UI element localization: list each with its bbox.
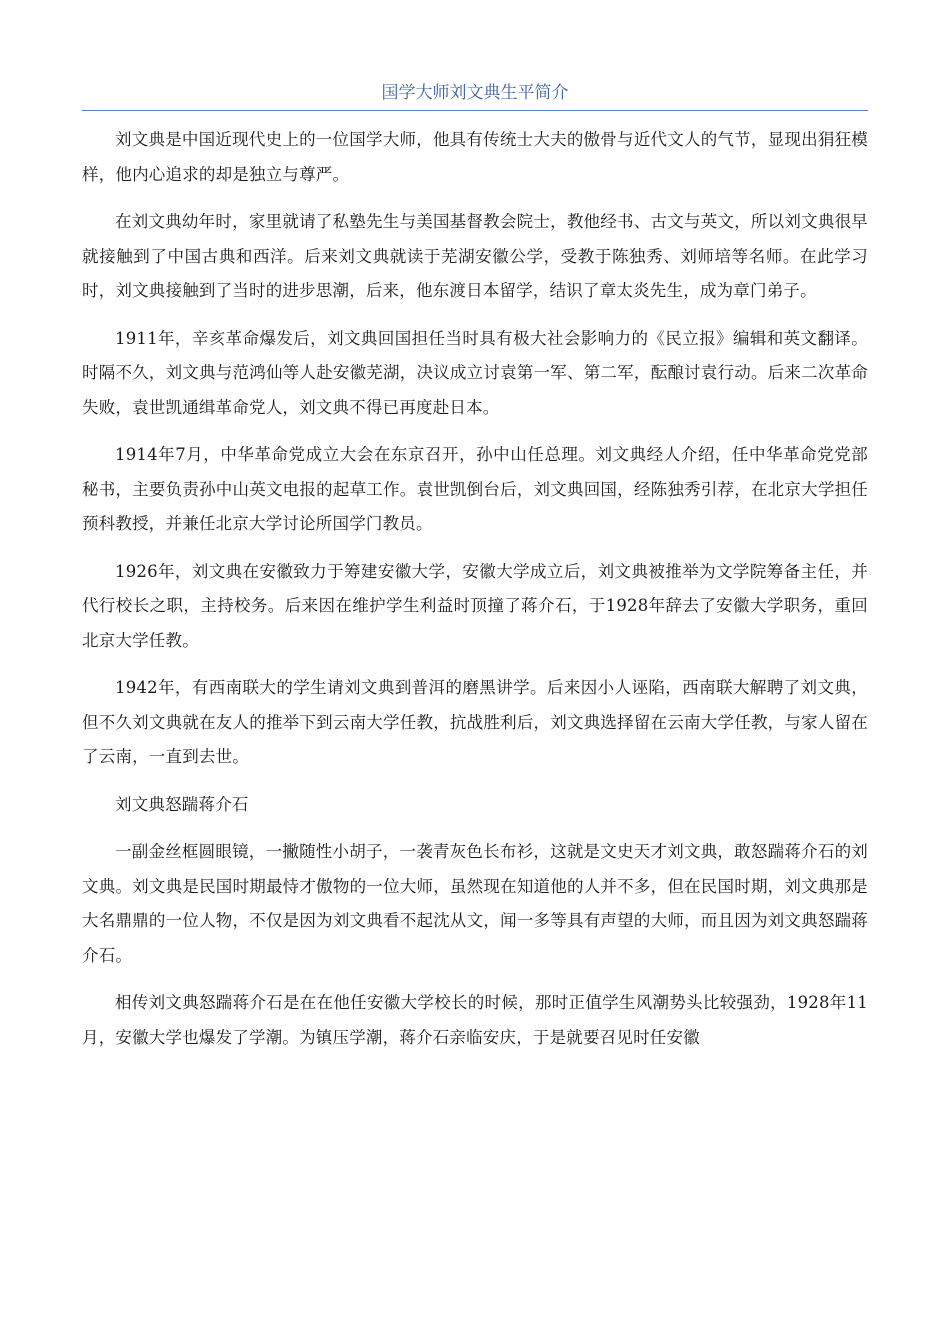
document-page [82, 78, 868, 1068]
paragraph-1942: 1942年，有西南联大的学生请刘文典到普洱的磨黑讲学。后来因小人诬陷，西南联大解聘了刘文典，但不久刘文典就在友人的推举下到云南大学任教，抗战胜利后，刘文典选择留在云南大学任教，与家人留在了云南，一直到去世。 [82, 678, 868, 766]
paragraph-1926: 1926年，刘文典在安徽致力于筹建安徽大学，安徽大学成立后，刘文典被推举为文学院筹备主任，并代行校长之职，主持校务。后来因在维护学生利益时顶撞了蒋介石，于1928年辞去了安徽大学职务，重回北京大学任教。 [82, 561, 868, 650]
paragraph-1914: 1914年7月，中华革命党成立大会在东京召开，孙中山任总理。刘文典经人介绍，任中华革命党党部秘书，主要负责孙中山英文电报的起草工作。袁世凯倒台后，刘文典回国，经陈独秀引荐，在北京大学担任预科教授，并兼任北京大学讨论所国学门教员。 [82, 445, 868, 533]
paragraph-description: 一副金丝框圆眼镜，一撇随性小胡子，一袭青灰色长布衫，这就是文史天才刘文典，敢怒踹蒋介石的刘文典。刘文典是民国时期最恃才傲物的一位大师，虽然现在知道他的人并不多，但在民国时期，刘文典那是大名鼎鼎的一位人物，不仅是因为刘文典看不起沈从文，闻一多等具有声望的大师，而且因为刘文典怒踹蒋介石。 [82, 842, 868, 965]
paragraph-intro: 刘文典是中国近现代史上的一位国学大师，他具有传统士大夫的傲骨与近代文人的气节，显现出狷狂模样，他内心追求的却是独立与尊严。 [82, 130, 868, 184]
paragraph-childhood: 在刘文典幼年时，家里就请了私塾先生与美国基督教会院士，教他经书、古文与英文，所以刘文典很早就接触到了中国古典和西洋。后来刘文典就读于芜湖安徽公学，受教于陈独秀、刘师培等名师。在此学习时，刘文典接触到了当时的进步思潮，后来，他东渡日本留学，结识了章太炎先生，成为章门弟子。 [82, 212, 868, 300]
page-title: 国学大师刘文典生平简介 [82, 78, 868, 111]
section-heading: 刘文典怒踹蒋介石 [115, 794, 249, 814]
paragraph-1911: 1911年，辛亥革命爆发后，刘文典回国担任当时具有极大社会影响力的《民立报》编辑和英文翻译。时隔不久，刘文典与范鸿仙等人赴安徽芜湖，决议成立讨袁第一军、第二军，酝酿讨袁行动。后来二次革命失败，袁世凯通缉革命党人，刘文典不得已再度赴日本。 [82, 328, 868, 417]
paragraph-anecdote: 相传刘文典怒踹蒋介石是在在他任安徽大学校长的时候，那时正值学生风潮势头比较强劲，1928年11月，安徽大学也爆发了学潮。为镇压学潮，蒋介石亲临安庆，于是就要召见时任安徽 [82, 993, 868, 1047]
